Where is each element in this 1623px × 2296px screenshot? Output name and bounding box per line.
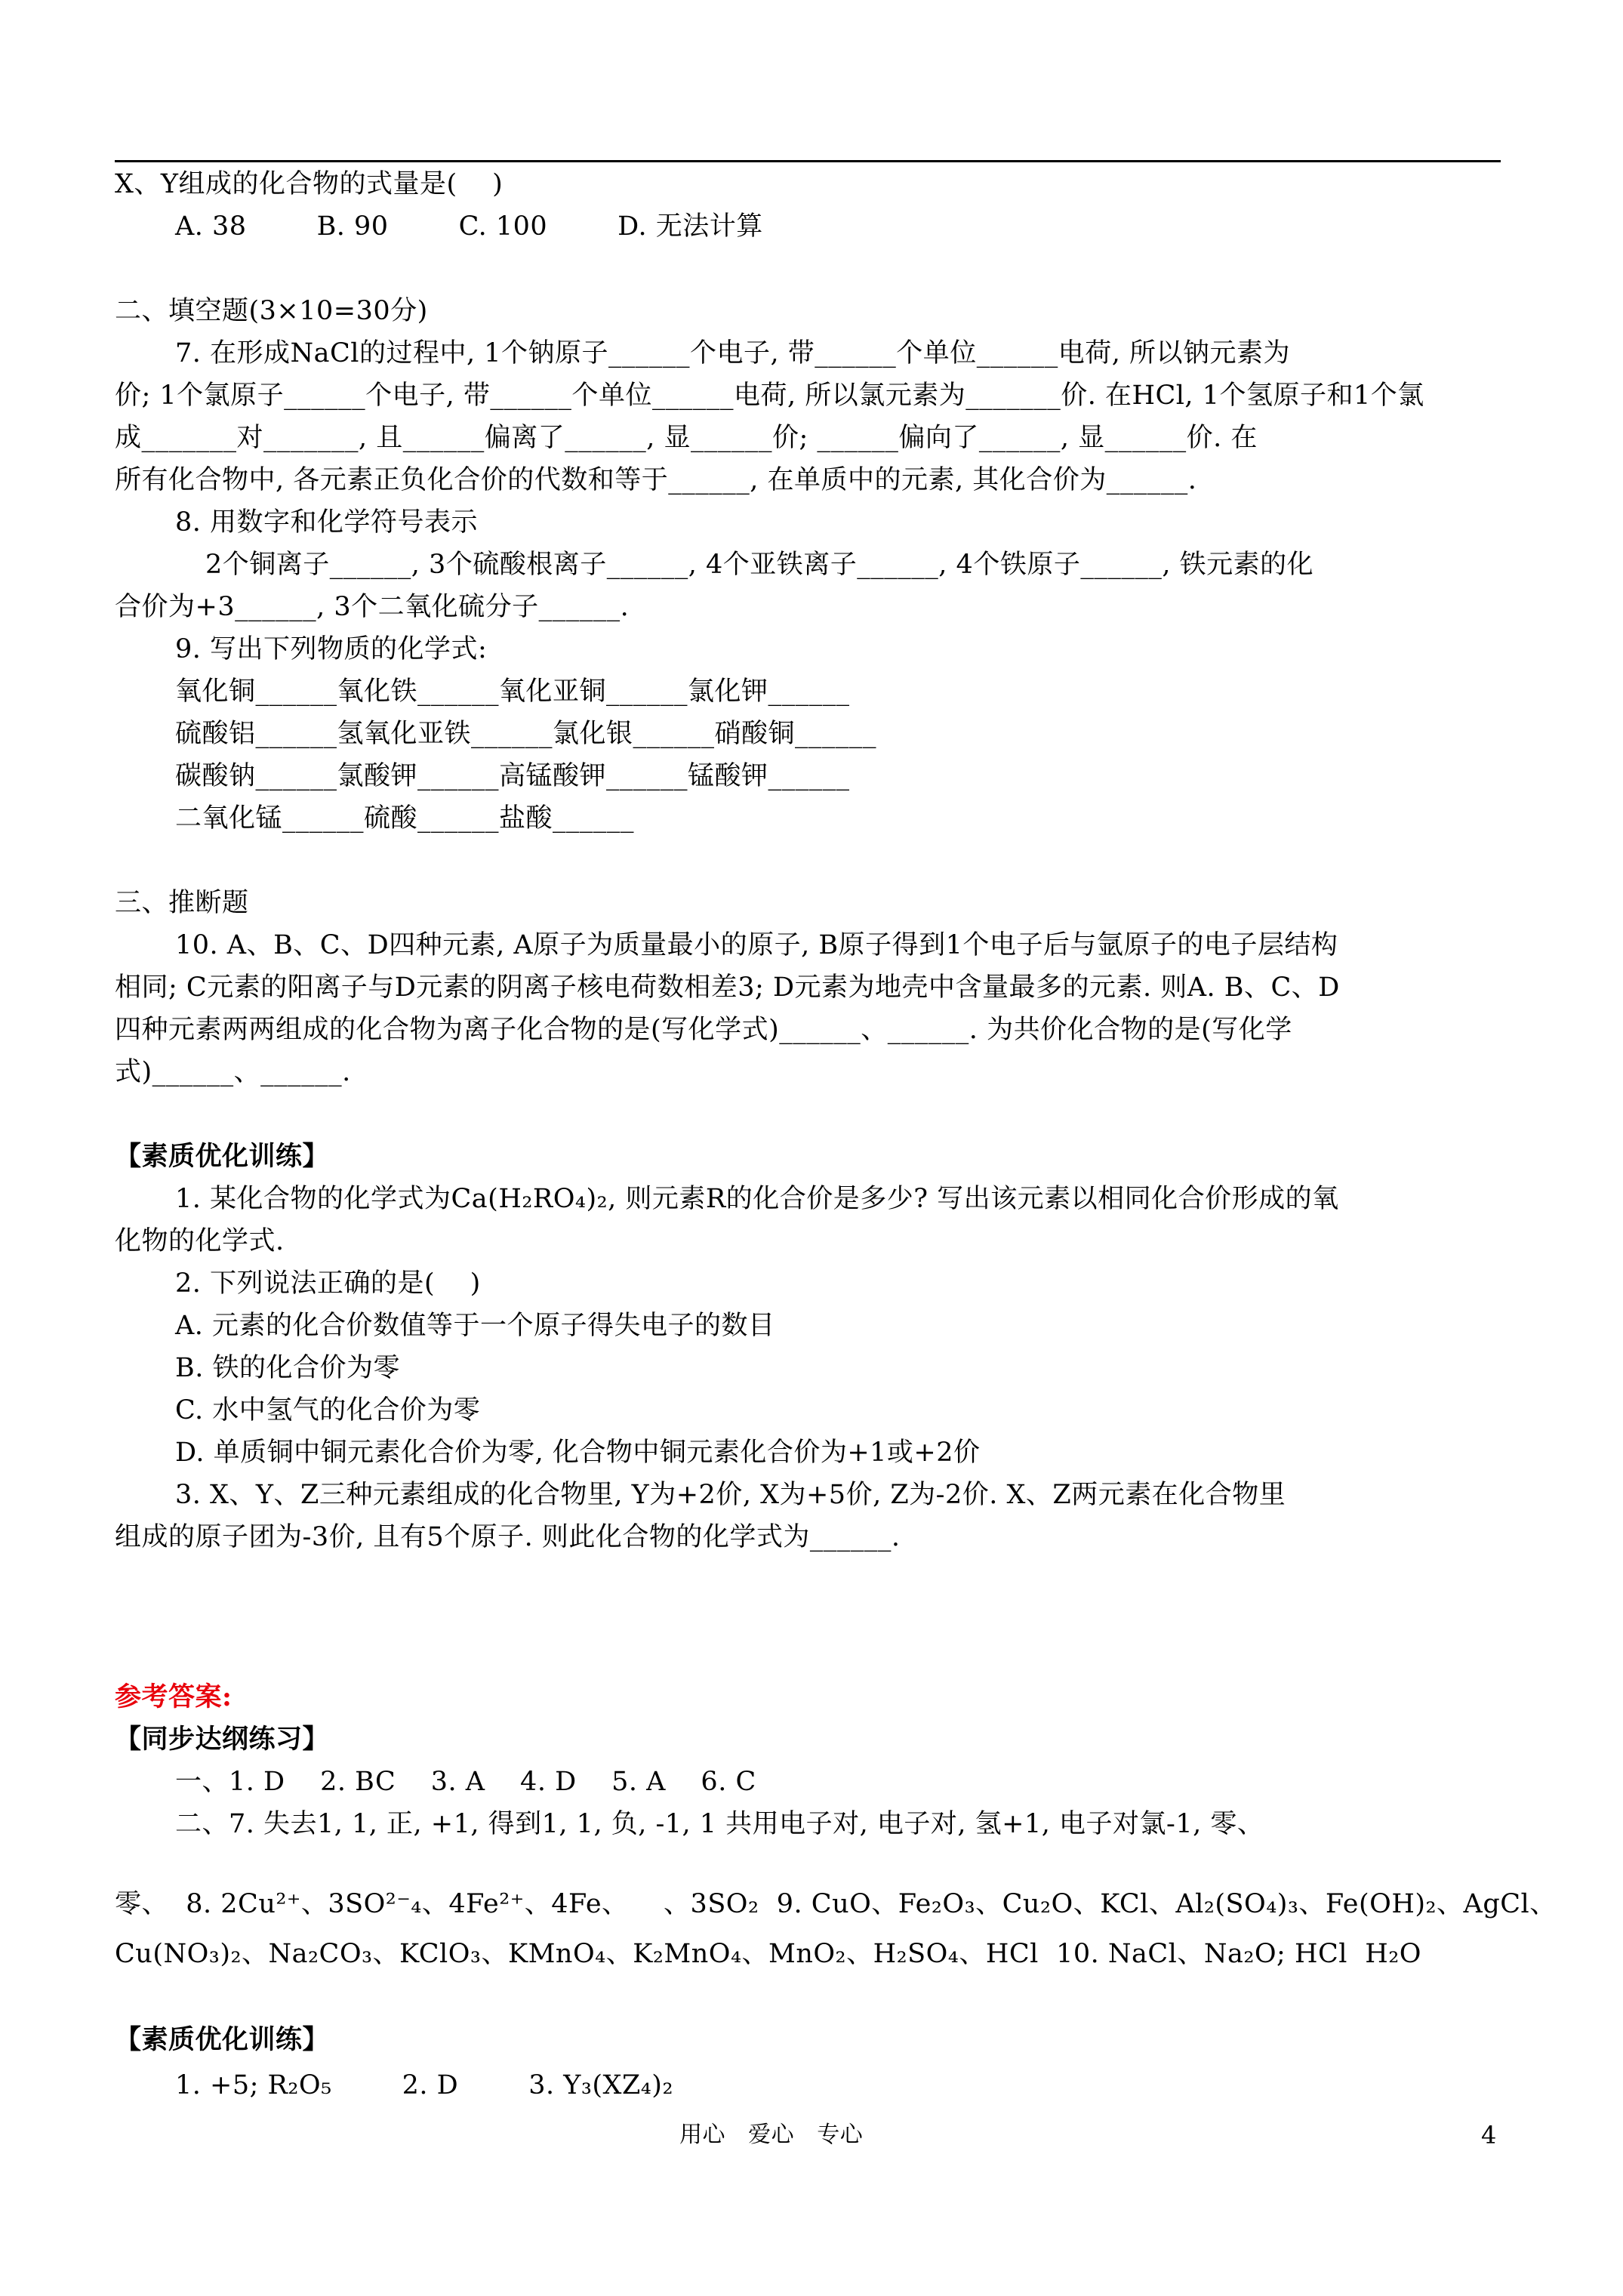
page-footer: 用心 爱心 专心 xyxy=(679,2122,864,2148)
formula-line: 二氧化锰______硫酸______盐酸______ xyxy=(175,803,635,834)
question-line: 四种元素两两组成的化合物为离子化合物的是(写化学式)______、______. 为共价化合物的是(写化学 xyxy=(115,1015,1292,1045)
formula-line: 碳酸钠______氯酸钾______高锰酸钾______锰酸钾______ xyxy=(175,761,850,791)
question-line: 价; 1个氯原子______个电子, 带______个单位______电荷, 所以氯元素为_______价. 在HCl, 1个氢原子和1个氯 xyxy=(115,381,1424,411)
choice-line: C. 水中氢气的化合价为零 xyxy=(175,1395,481,1425)
section-heading: 【同步达纲练习】 xyxy=(115,1724,330,1755)
section-heading: 二、填空题(3×10=30分) xyxy=(115,296,428,326)
question-line: 2. 下列说法正确的是( ) xyxy=(175,1268,481,1299)
question-line: 化物的化学式. xyxy=(115,1226,285,1256)
answer-line: 二、7. 失去1, 1, 正, +1, 得到1, 1, 负, -1, 1 共用电子对, 电子对, 氢+1, 电子对氯-1, 零、 xyxy=(175,1809,1264,1839)
choice-line: D. 单质铜中铜元素化合价为零, 化合物中铜元素化合价为+1或+2价 xyxy=(175,1438,981,1468)
header-rule xyxy=(115,160,1501,162)
choice-line: A. 38 B. 90 C. 100 D. 无法计算 xyxy=(175,211,763,242)
formula-line: 硫酸铝______氢氧化亚铁______氯化银______硝酸铜______ xyxy=(175,719,877,749)
text-line: X、Y组成的化合物的式量是( ) xyxy=(115,169,504,199)
question-line: 组成的原子团为-3价, 且有5个原子. 则此化合物的化学式为______. xyxy=(115,1522,901,1552)
choice-line: B. 铁的化合价为零 xyxy=(175,1353,400,1383)
question-line: 式)______、______. xyxy=(115,1057,351,1087)
question-line: 10. A、B、C、D四种元素, A原子为质量最小的原子, B原子得到1个电子后与氩原子的电子层结构 xyxy=(175,930,1338,960)
answer-line: Cu(NO₃)₂、Na₂CO₃、KClO₃、KMnO₄、K₂MnO₄、MnO₂、H₂SO₄、HCl 10. NaCl、Na₂O; HCl H₂O xyxy=(115,1939,1421,1969)
answers-heading: 参考答案: xyxy=(115,1681,233,1712)
question-line: 合价为+3______, 3个二氧化硫分子______. xyxy=(115,592,630,622)
section-heading: 【素质优化训练】 xyxy=(115,2024,330,2055)
section-heading: 三、推断题 xyxy=(115,888,249,918)
question-line: 3. X、Y、Z三种元素组成的化合物里, Y为+2价, X为+5价, Z为-2价. X、Z两元素在化合物里 xyxy=(175,1480,1286,1510)
choice-line: A. 元素的化合价数值等于一个原子得失电子的数目 xyxy=(175,1311,775,1341)
question-line: 所有化合物中, 各元素正负化合价的代数和等于______, 在单质中的元素, 其化合价为______. xyxy=(115,465,1197,495)
section-heading: 【素质优化训练】 xyxy=(115,1141,330,1172)
answer-line: 零、 8. 2Cu²⁺、3SO²⁻₄、4Fe²⁺、4Fe、 、3SO₂ 9. CuO、Fe₂O₃、Cu₂O、KCl、Al₂(SO₄)₃、Fe(OH)₂、AgCl、 xyxy=(115,1889,1557,1919)
page-number: 4 xyxy=(1481,2121,1497,2150)
answer-line: 一、1. D 2. BC 3. A 4. D 5. A 6. C xyxy=(175,1767,756,1797)
question-line: 相同; C元素的阳离子与D元素的阴离子核电荷数相差3; D元素为地壳中含量最多的元素. 则A. B、C、D xyxy=(115,972,1340,1003)
answer-line: 1. +5; R₂O₅ 2. D 3. Y₃(XZ₄)₂ xyxy=(175,2070,673,2100)
question-line: 2个铜离子______, 3个硫酸根离子______, 4个亚铁离子______, 4个铁原子______, 铁元素的化 xyxy=(205,550,1314,580)
question-line: 9. 写出下列物质的化学式: xyxy=(175,634,488,664)
question-line: 7. 在形成NaCl的过程中, 1个钠原子______个电子, 带______个单位______电荷, 所以钠元素为 xyxy=(175,338,1291,368)
question-line: 1. 某化合物的化学式为Ca(H₂RO₄)₂, 则元素R的化合价是多少? 写出该元素以相同化合价形成的氧 xyxy=(175,1184,1339,1214)
question-line: 8. 用数字和化学符号表示 xyxy=(175,507,479,538)
question-line: 成_______对_______, 且______偏离了______, 显______价; ______偏向了______, 显______价. 在 xyxy=(115,423,1258,453)
formula-line: 氧化铜______氧化铁______氧化亚铜______氯化钾______ xyxy=(175,676,850,707)
